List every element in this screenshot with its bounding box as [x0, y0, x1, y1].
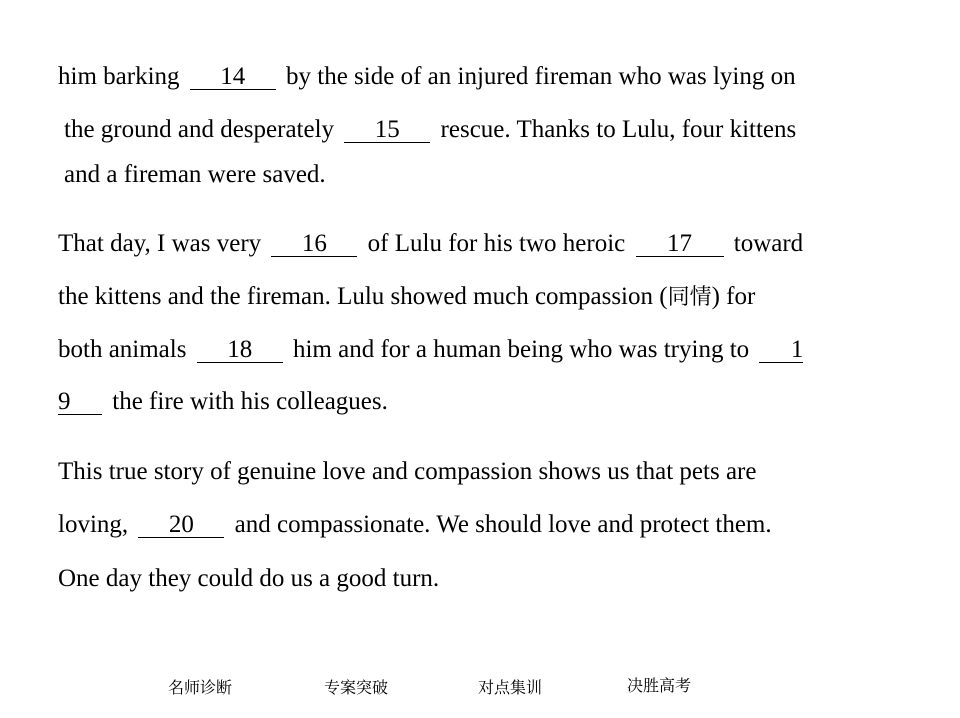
- text-segment: the kittens and the fireman. Lulu showed much compassion (: [58, 283, 668, 310]
- para2-line4: [58, 387, 388, 417]
- text-segment: This true story of genuine love and compassion shows us that pets are: [58, 458, 757, 485]
- text-segment: the fire with his colleagues.: [106, 388, 388, 415]
- text-segment: the ground and desperately: [64, 116, 341, 143]
- para2-line3: [58, 335, 807, 365]
- chinese-gloss: 同情: [667, 285, 712, 310]
- text-segment: One day they could do us a good turn.: [58, 565, 440, 592]
- text-segment: of Lulu for his two heroic: [361, 230, 632, 257]
- text-segment: him and for a human being who was trying to: [286, 336, 756, 363]
- nav-teacher-diagnosis[interactable]: 名师诊断: [168, 678, 233, 697]
- text-segment: loving,: [58, 511, 135, 538]
- text-segment: That day, I was very: [58, 230, 268, 257]
- blank-19-part1: 1: [759, 338, 803, 363]
- blank-15: 15: [344, 118, 430, 143]
- para1-line2: [64, 115, 796, 145]
- nav-special-breakthrough[interactable]: 专案突破: [324, 678, 389, 697]
- blank-17: 17: [636, 232, 724, 257]
- nav-final-exam[interactable]: 决胜高考: [627, 676, 692, 695]
- para3-line2: [58, 510, 772, 540]
- blank-19-part2: 9: [58, 390, 102, 415]
- text-segment: both animals: [58, 336, 193, 363]
- text-segment: him barking: [58, 63, 186, 90]
- para1-line3: [64, 160, 326, 190]
- text-segment: by the side of an injured fireman who was lying on: [279, 63, 796, 90]
- text-segment: rescue. Thanks to Lulu, four kittens: [434, 116, 797, 143]
- para1-line1: [58, 62, 796, 92]
- text-segment: and a fireman were saved.: [64, 161, 326, 188]
- text-segment: toward: [727, 230, 804, 257]
- text-segment: and compassionate. We should love and protect them.: [228, 511, 772, 538]
- blank-14: 14: [190, 65, 276, 90]
- para2-line2: [58, 282, 755, 313]
- para3-line1: [58, 457, 756, 487]
- blank-16: 16: [271, 232, 357, 257]
- blank-18: 18: [197, 338, 283, 363]
- text-segment: ) for: [711, 283, 756, 310]
- blank-20: 20: [138, 513, 224, 538]
- nav-targeted-practice[interactable]: 对点集训: [478, 678, 543, 697]
- para2-line1: [58, 229, 803, 259]
- para3-line3: [58, 564, 439, 594]
